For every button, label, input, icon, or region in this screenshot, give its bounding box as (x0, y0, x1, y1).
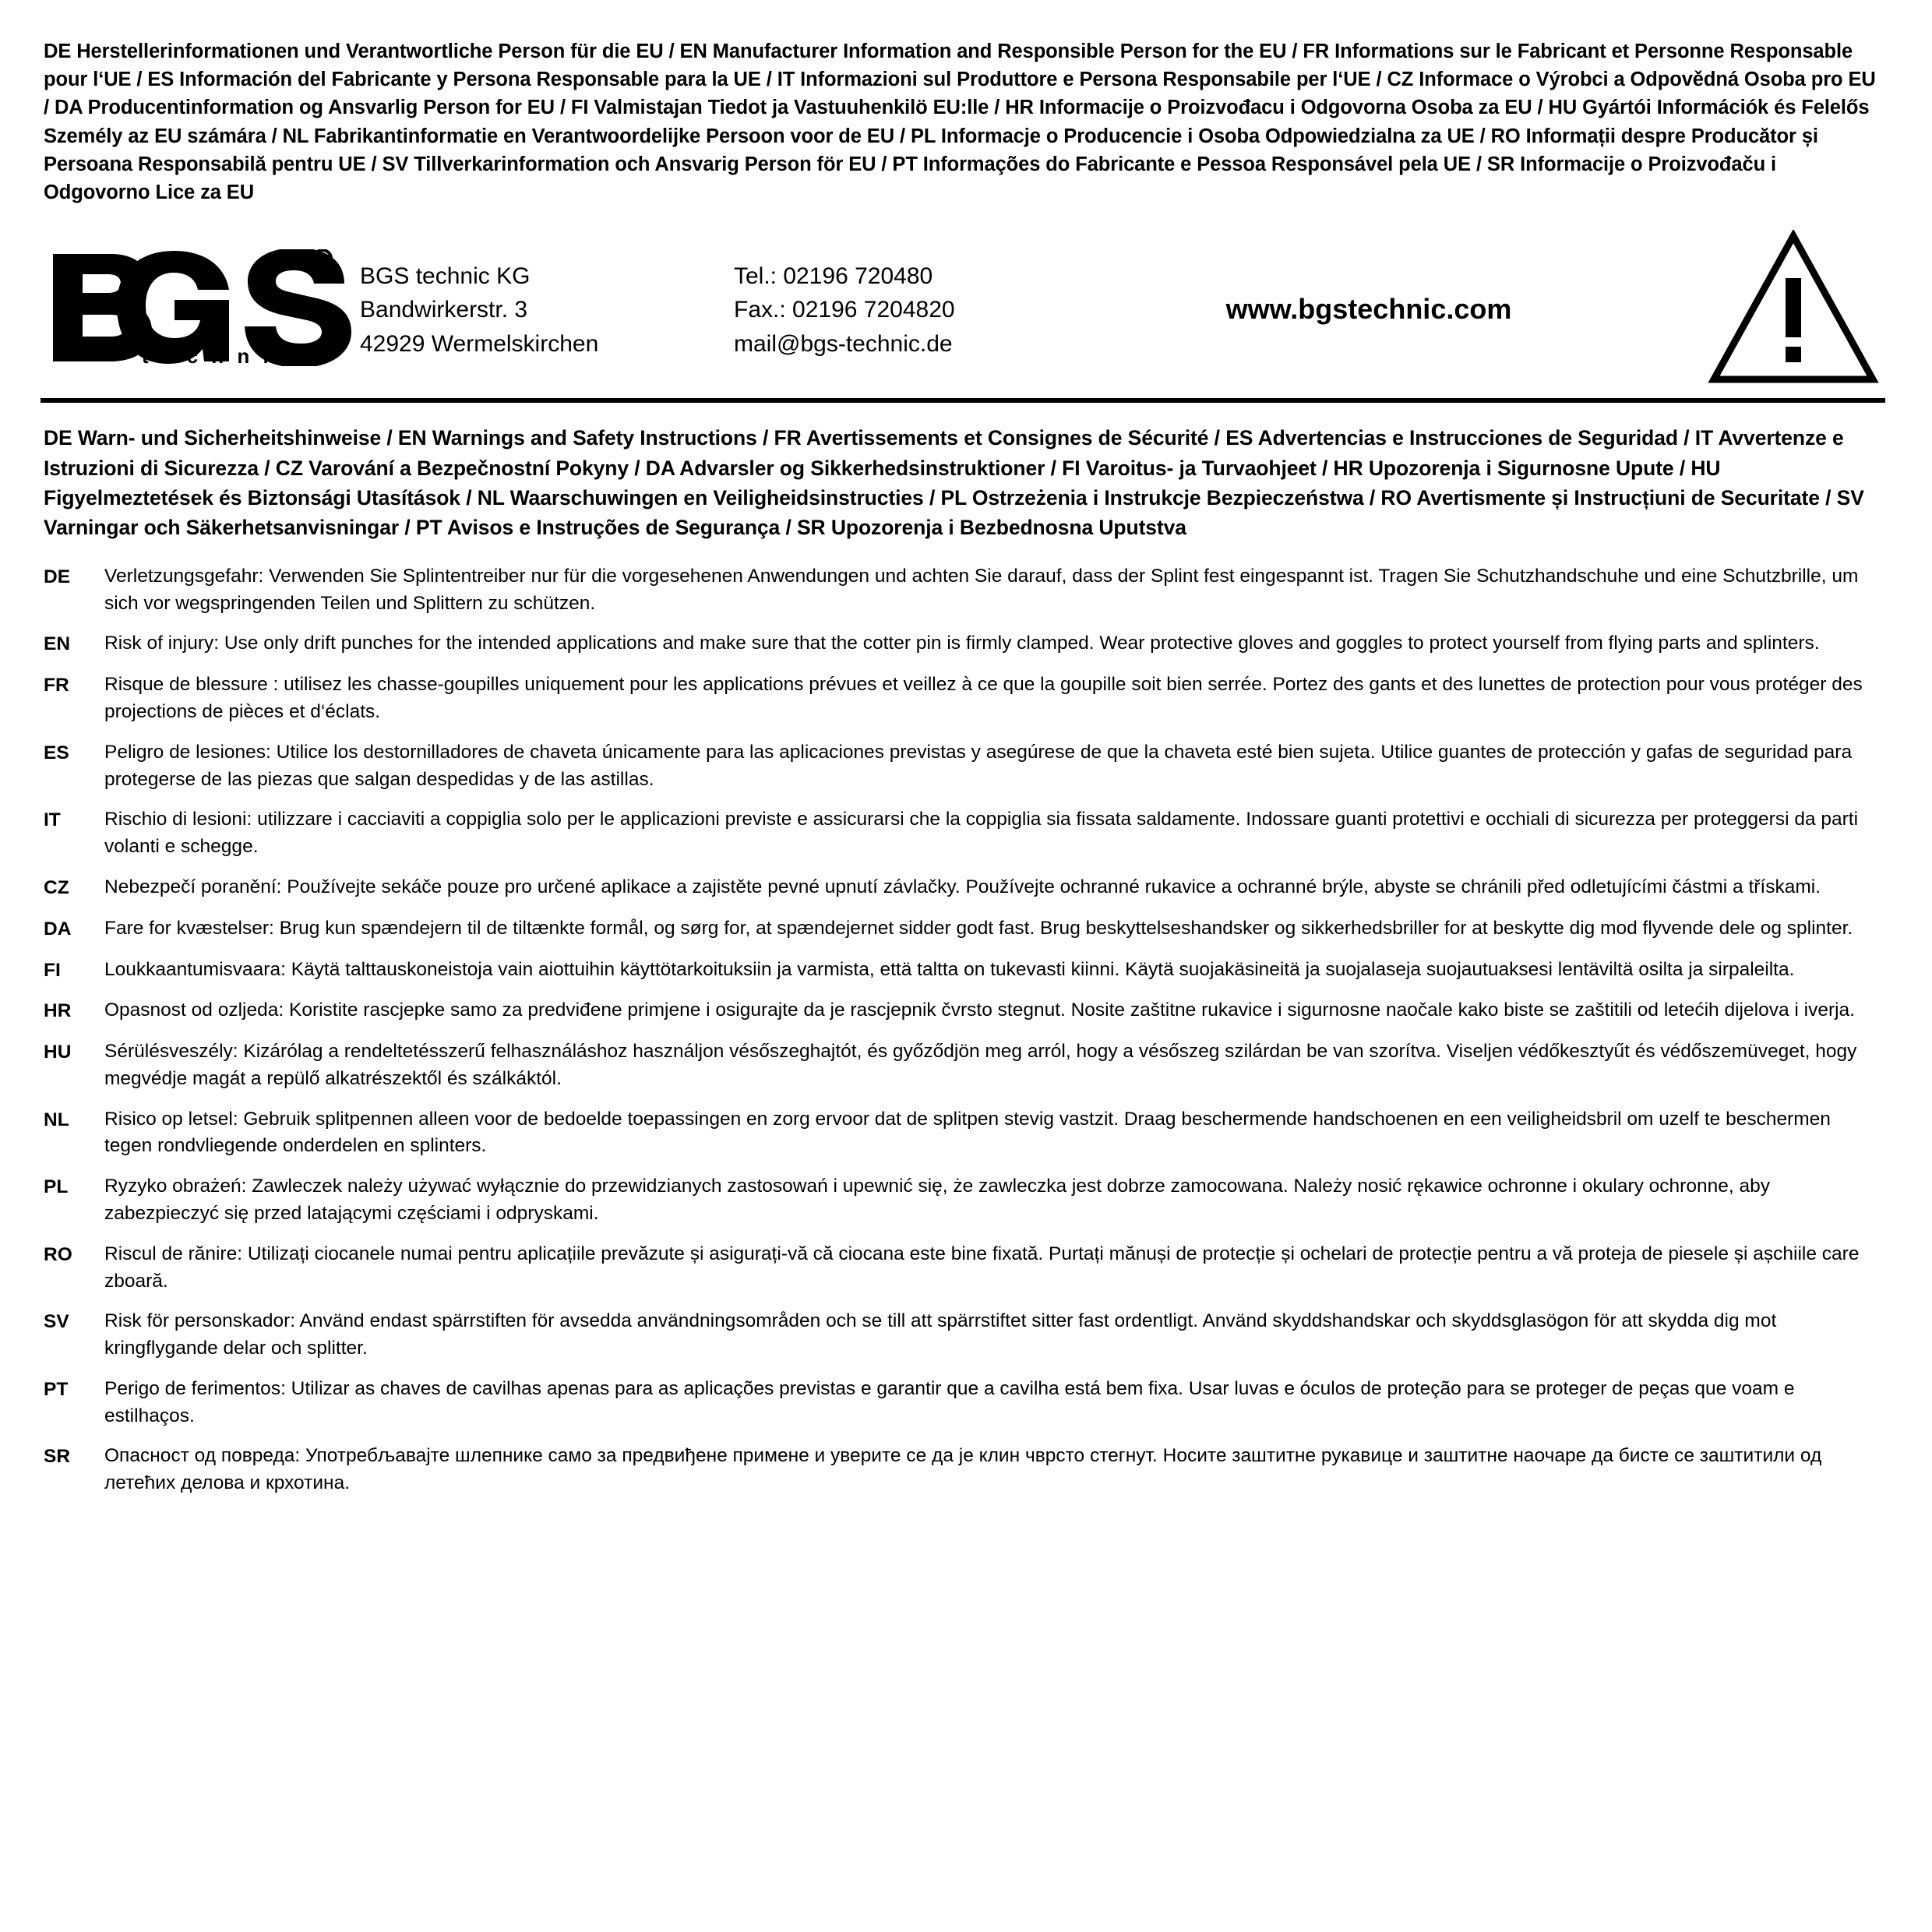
warning-text: Peligro de lesiones: Utilice los destornilladores de chaveta únicamente para las aplicaciones previstas y asegúrese de que la chaveta esté bien sujeta. Utilice guantes de protección y gafas de seguridad para protegerse de las piezas que salgan despedidas y de las astillas. (104, 741, 1853, 790)
language-code: DA (44, 918, 72, 940)
warning-text: Opasnost od ozljeda: Koristite rascjepke samo za predviđene primjene i osigurajte da je rascjepnik čvrsto stegnut. Nosite zaštitne rukavice i sigurnosne naočale kako biste se zaštitili od letećih dijelova i iverja. (104, 999, 1855, 1021)
language-code: NL (44, 1109, 69, 1130)
language-code: CZ (44, 876, 69, 898)
warning-row-da (44, 915, 1885, 943)
language-code: PL (44, 1176, 69, 1198)
warning-row-sv (44, 1308, 1885, 1363)
language-code: SV (44, 1311, 69, 1333)
warning-row-hr (44, 997, 1885, 1025)
warning-text: Riscul de rănire: Utilizați ciocanele numai pentru aplicațiile prevăzute și asigurați-vă că ciocana este bine fixată. Purtați mănuși de protecție și ochelari de protecție pentru a vă proteja de piesele și așchiile care zboară. (104, 1243, 1860, 1292)
warning-text: Risk of injury: Use only drift punches for the intended applications and make sure that the cotter pin is firmly clamped. Wear protective gloves and goggles to protect yourself from flying parts and splinters. (104, 633, 1820, 654)
warning-row-it (44, 806, 1885, 861)
warning-text: Fare for kvæstelser: Brug kun spændejern til de tiltænkte formål, og sørg for, at spændejernet sidder godt fast. Brug beskyttelseshandsker og sikkerhedsbriller for at beskytte dig mod flyvende dele og splinter. (104, 917, 1853, 939)
warning-row-cz (44, 874, 1885, 902)
company-info-band (41, 225, 1885, 403)
warning-text: Risk för personskador: Använd endast spärrstiften för avsedda användningsområden och se till att spärrstiftet sitter fast ordentligt. Använd skyddshandskar och skyddsglasögon för att skydda dig mot kringflygande delar och splitter. (104, 1310, 1777, 1359)
warning-triangle-icon (1708, 230, 1879, 386)
company-email: mail@bgs-technic.de (734, 330, 953, 357)
language-code: IT (44, 809, 61, 831)
warning-row-pl (44, 1173, 1885, 1228)
warning-text: Perigo de ferimentos: Utilizar as chaves de cavilhas apenas para as aplicações previstas e garantir que a cavilha está bem fixa. Usar luvas e óculos de proteção para se proteger de peças que voam e estilhaços. (104, 1377, 1795, 1426)
warnings-language-list (44, 563, 1885, 1497)
bgs-logo-icon (48, 249, 352, 366)
warning-text: Verletzungsgefahr: Verwenden Sie Splintentreiber nur für die vorgesehenen Anwendungen und achten Sie darauf, dass der Splint fest eingespannt ist. Tragen Sie Schutzhandschuhe und eine Schutzbrille, um sich vor wegspringenden Teilen und Splittern zu schützen. (104, 565, 1859, 614)
warning-text: Ryzyko obrażeń: Zawleczek należy używać wyłącznie do przewidzianych zastosowań i upewnić się, że zawleczka jest dobrze zamocowana. Należy nosić rękawice ochronne i okulary ochronne, aby zabezpieczyć się przed latającymi częściami i odpryskami. (104, 1176, 1770, 1224)
svg-text:R: R (318, 254, 327, 267)
language-code: SR (44, 1446, 71, 1468)
warning-text: Rischio di lesioni: utilizzare i cacciaviti a coppiglia solo per le applicazioni previste e assicurarsi che la coppiglia sia fissata saldamente. Indossare guanti protettivi e occhiali di sicurezza per proteggersi da parti volanti e schegge. (104, 809, 1859, 858)
warnings-heading: DE Warn- und Sicherheitshinweise / EN Warnings and Safety Instructions / FR Avertissements et Consignes de Sécurité / ES Advertencias e Instrucciones de Seguridad / IT Avvertenze e Istruzioni di Sicurezza / CZ Varování a Bezpečnostní Pokyny / DA Advarsler og Sikkerhedsinstruktioner / FI Varoitus- ja Turvaohjeet / HR Upozorenja i Sigurnosne Upute / HU Figyelmeztetések és Biztonsági Utasítások / NL Waarschuwingen en Veiligheidsinstructies / PL Ostrzeżenia i Instrukcje Bezpieczeństwa / RO Avertismente și Instrucțiuni de Securitate / SV Varningar och Säkerhetsanvisningar / PT Avisos e Instruções de Segurança / SR Upozorenja i Bezbednosna Uputstva (44, 426, 1864, 540)
warning-text: Опасност од повреда: Употребљавајте шлепнике само за предвиђене примене и уверите се да је клин чврсто стегнут. Носите заштитне рукавице и заштитне наочаре да бисте се заштитили од летећих делова и крхотина. (104, 1445, 1822, 1494)
warning-row-hu (44, 1038, 1885, 1093)
warning-row-ro (44, 1241, 1885, 1296)
svg-text:t e c h n i c: t e c h n i c (142, 344, 298, 367)
company-tel: Tel.: 02196 720480 (734, 263, 933, 289)
warning-text: Sérülésveszély: Kizárólag a rendeltetésszerű felhasználáshoz használjon vésőszeghajtót, és győződjön meg arról, hogy a vésőszeg szilárdan be van szorítva. Viseljen védőkesztyűt és védőszemüveget, hogy megvédje magát a repülő alkatrészektől és szálkáktól. (104, 1041, 1857, 1089)
warning-text: Loukkaantumisvaara: Käytä talttauskoneistoja vain aiottuihin käyttötarkoituksiin ja varmista, että taltta on tukevasti kiinni. Käytä suojakäsineitä ja suojalaseja suojautuaksesi lentäviltä osilta ja sirpaleilta. (104, 958, 1795, 980)
warning-row-fi (44, 957, 1885, 985)
warning-row-de (44, 563, 1885, 618)
language-code: DE (44, 566, 71, 587)
warning-row-pt (44, 1376, 1885, 1430)
language-code: FR (44, 675, 69, 696)
language-code: ES (44, 742, 69, 763)
warning-row-nl (44, 1106, 1885, 1161)
language-code: HR (44, 1000, 72, 1022)
warning-text: Nebezpečí poranění: Používejte sekáče pouze pro určené aplikace a zajistěte pevné upnutí závlačky. Používejte ochranné rukavice a ochranné brýle, abyste se chránili před odletujícími částmi a třískami. (104, 876, 1821, 897)
company-name: BGS technic KG (360, 263, 531, 289)
warning-row-en (44, 630, 1885, 658)
warning-text: Risico op letsel: Gebruik splitpennen alleen voor de bedoelde toepassingen en zorg ervoor dat de splitpen stevig vastzit. Draag beschermende handschoenen en een veiligheidsbril om uzelf te beschermen tegen rondvliegende onderdelen en splinters. (104, 1108, 1831, 1157)
language-code: RO (44, 1243, 72, 1265)
warning-triangle (1700, 230, 1882, 386)
company-contact (734, 255, 1069, 361)
warning-row-fr (44, 672, 1885, 726)
language-code: FI (44, 959, 61, 981)
warning-text: Risque de blessure : utilisez les chasse-goupilles uniquement pour les applications prévues et veillez à ce que la goupille soit bien serrée. Portez des gants et des lunettes de protection pour vous protéger des projections de pièces et d‘éclats. (104, 674, 1863, 723)
language-code: HU (44, 1042, 72, 1063)
language-code: PT (44, 1378, 69, 1400)
language-code: EN (44, 633, 71, 655)
company-city: 42929 Wermelskirchen (360, 330, 599, 357)
warning-row-es (44, 739, 1885, 794)
company-website: www.bgstechnic.com (1225, 293, 1512, 326)
bgs-logo (44, 249, 360, 366)
company-address (360, 255, 734, 361)
warning-row-sr (44, 1443, 1885, 1497)
manufacturer-info-heading: DE Herstellerinformationen und Verantwortliche Person für die EU / EN Manufacturer Information and Responsible Person for the EU / FR Informations sur le Fabricant et Personne Responsable pour l‘UE / ES Información del Fabricante y Persona Responsable para la UE / IT Informazioni sul Produttore e Persona Responsabile per l‘UE / CZ Informace o Výrobci a Odpovědná Osoba pro EU / DA Producentinformation og Ansvarlig Person for EU / FI Valmistajan Tiedot ja Vastuuhenkilö EU:lle / HR Informacije o Proizvođacu i Odgovorna Osoba za EU / HU Gyártói Információk és Felelős Személy az EU számára / NL Fabrikantinformatie en Verantwoordelijke Persoon voor de EU / PL Informacje o Producencie i Osoba Odpowiedzialna za UE / RO Informații despre Producător și Persoana Responsabilă pentru UE / SV Tillverkarinformation och Ansvarig Person för EU / PT Informações do Fabricante e Pessoa Responsável pela UE / SR Informacije o Proizvođaču i Odgovorno Lice za EU (44, 41, 1876, 204)
company-street: Bandwirkerstr. 3 (360, 297, 528, 323)
company-fax: Fax.: 02196 7204820 (734, 297, 955, 323)
